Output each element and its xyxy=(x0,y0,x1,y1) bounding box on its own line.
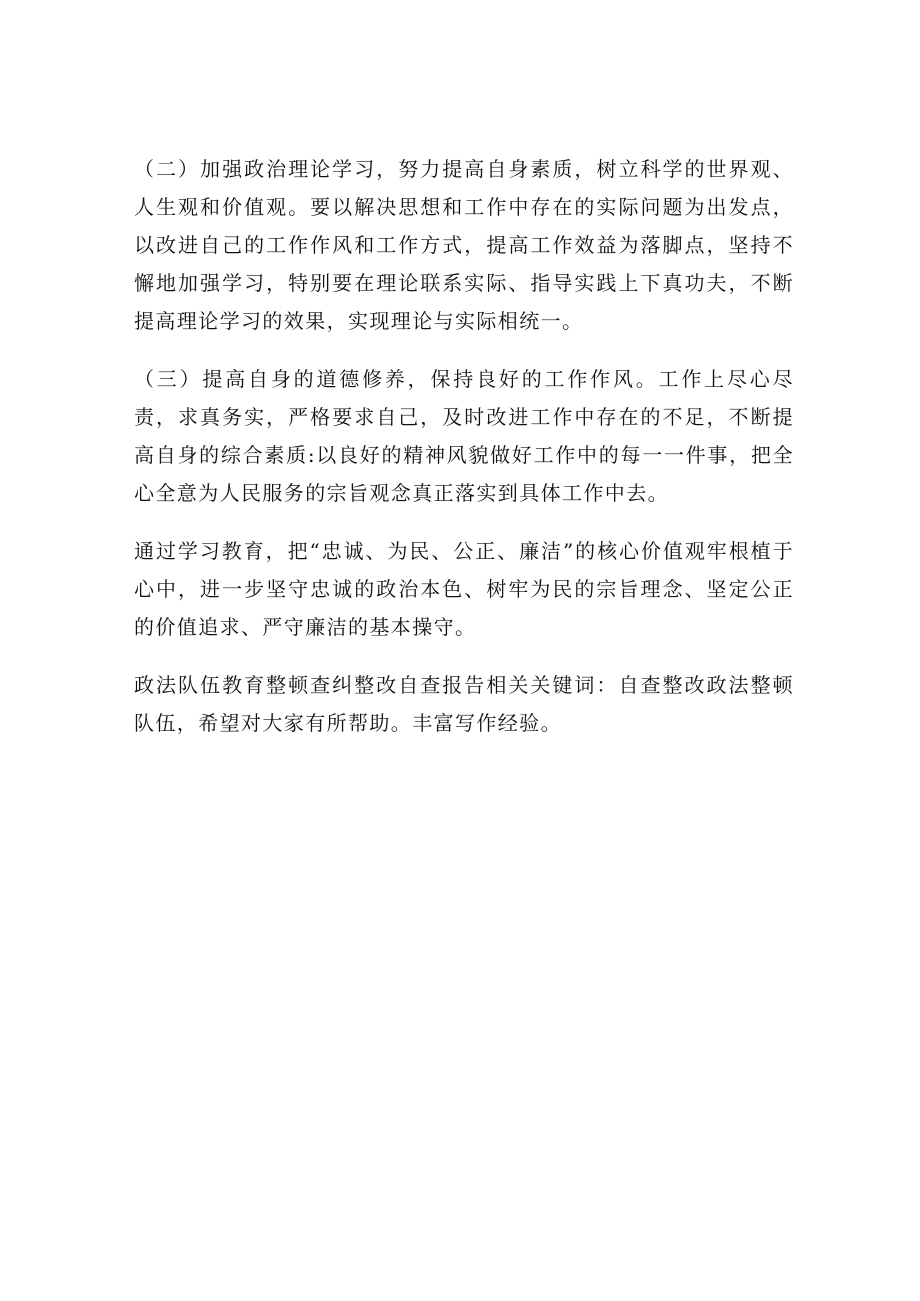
paragraph-values: 通过学习教育，把“忠诚、为民、公正、廉洁”的核心价值观牢根植于心中，进一步坚守忠诚的政治本色、树牢为民的宗旨理念、坚定公正的价值追求、严守廉洁的基本操守。 xyxy=(134,539,794,639)
document-body xyxy=(134,150,794,762)
paragraph-section-three: （三）提高自身的道德修养，保持良好的工作作风。工作上尽心尽责，求真务实，严格要求自己，及时改进工作中存在的不足，不断提高自身的综合素质:以良好的精神风貌做好工作中的每一一件事，把全心全意为人民服务的宗旨观念真正落实到具体工作中去。 xyxy=(134,367,794,505)
paragraph-section-two: （二）加强政治理论学习，努力提高自身素质，树立科学的世界观、人生观和价值观。要以解决思想和工作中存在的实际问题为出发点，以改进自己的工作作风和工作方式，提高工作效益为落脚点，坚持不懈地加强学习，特别要在理论联系实际、指导实践上下真功夫，不断提高理论学习的效果，实现理论与实际相统一。 xyxy=(134,157,794,333)
paragraph-keywords: 政法队伍教育整顿查纠整改自查报告相关关键词：自查整改政法整顿队伍，希望对大家有所帮助。丰富写作经验。 xyxy=(134,673,794,735)
